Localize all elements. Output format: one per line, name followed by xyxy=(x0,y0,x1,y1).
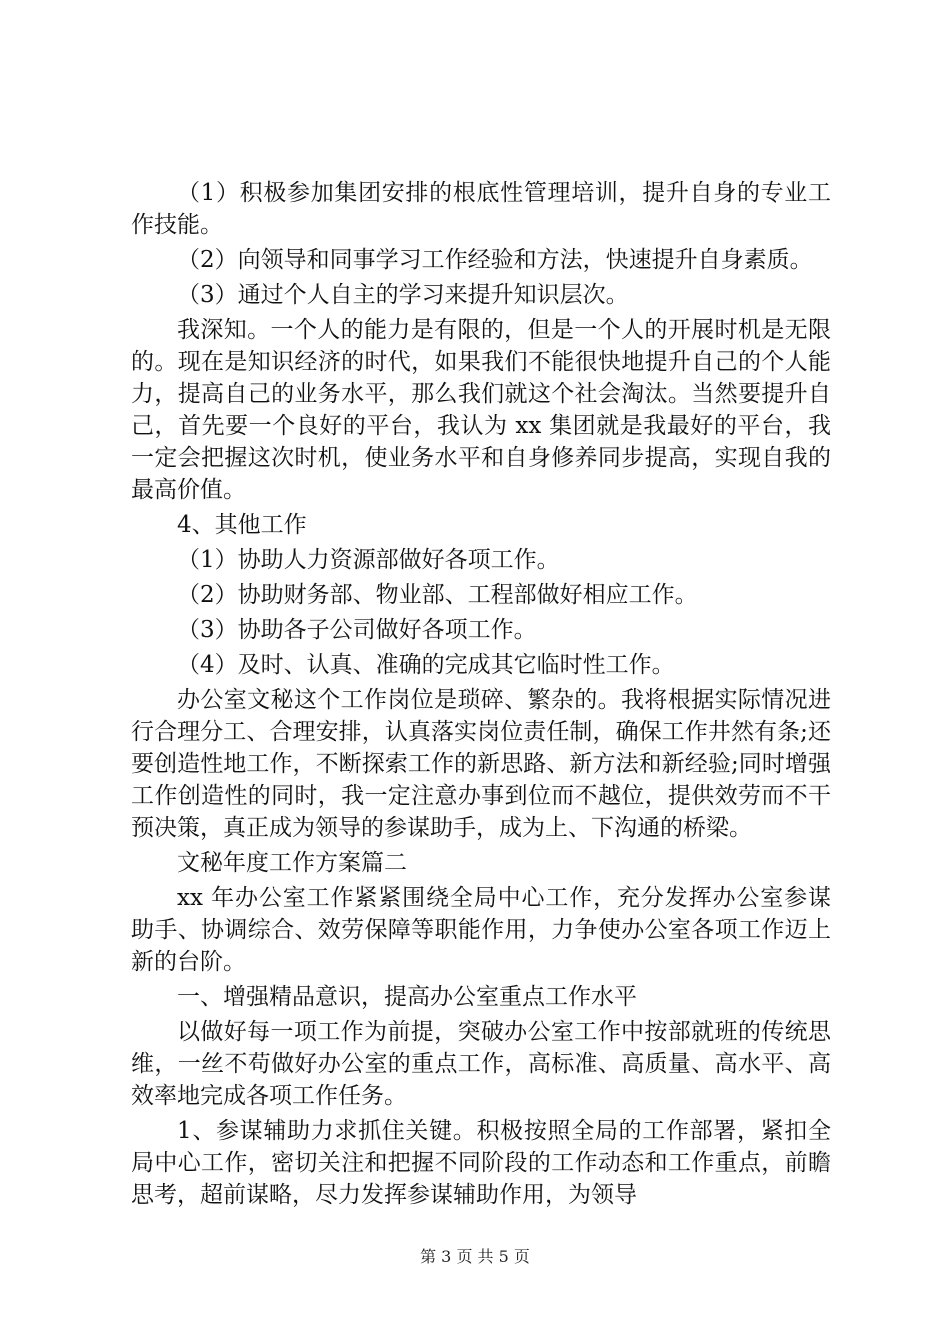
paragraph-training-2: （2）向领导和同事学习工作经验和方法，快速提升自身素质。 xyxy=(177,247,813,273)
paragraph-training-1: （1）积极参加集团安排的根底性管理培训，提升自身的专业工作技能。 xyxy=(131,180,831,238)
paragraph-training-3: （3）通过个人自主的学习来提升知识层次。 xyxy=(177,282,629,308)
section-heading-quality: 一、增强精品意识，提高办公室重点工作水平 xyxy=(177,984,637,1010)
paragraph-self-reflection: 我深知。一个人的能力是有限的，但是一个人的开展时机是无限的。现在是知识经济的时代，如果我们不能很快地提升自己的个人能力，提高自己的业务水平，那么我们就这个社会淘汰。当然要提升自己，首先要一个良好的平台，我认为 xx 集团就是我最好的平台，我一定会把握这次时机，使业务水平和自身修养同步提高，实现自我的最高价值。 xyxy=(131,317,831,503)
paragraph-other-work-2: （2）协助财务部、物业部、工程部做好相应工作。 xyxy=(177,582,698,608)
section-title-plan-two: 文秘年度工作方案篇二 xyxy=(177,850,407,876)
paragraph-other-work-4: （4）及时、认真、准确的完成其它临时性工作。 xyxy=(177,652,675,678)
page-number-footer: 第 3 页 共 5 页 xyxy=(420,1247,530,1266)
paragraph-office-secretary: 办公室文秘这个工作岗位是琐碎、繁杂的。我将根据实际情况进行合理分工、合理安排，认真落实岗位责任制，确保工作井然有条;还要创造性地工作，不断探索工作的新思路、新方法和新经验;同时增强工作创造性的同时，我一定注意办事到位而不越位，提供效劳而不干预决策，真正成为领导的参谋助手，成为上、下沟通的桥梁。 xyxy=(131,687,831,841)
paragraph-advisory-key: 1、参谋辅助力求抓住关键。积极按照全局的工作部署，紧扣全局中心工作，密切关注和把握不同阶段的工作动态和工作重点，前瞻思考，超前谋略，尽力发挥参谋辅助作用，为领导 xyxy=(131,1118,831,1208)
section-heading-other-work: 4、其他工作 xyxy=(177,512,307,538)
paragraph-quality-body: 以做好每一项工作为前提，突破办公室工作中按部就班的传统思维，一丝不苟做好办公室的重点工作，高标准、高质量、高水平、高效率地完成各项工作任务。 xyxy=(131,1019,831,1109)
paragraph-other-work-1: （1）协助人力资源部做好各项工作。 xyxy=(177,547,560,573)
paragraph-plan-intro: xx 年办公室工作紧紧围绕全局中心工作，充分发挥办公室参谋助手、协调综合、效劳保障等职能作用，力争使办公室各项工作迈上新的台阶。 xyxy=(131,885,831,975)
document-body xyxy=(131,177,831,1214)
paragraph-other-work-3: （3）协助各子公司做好各项工作。 xyxy=(177,617,537,643)
